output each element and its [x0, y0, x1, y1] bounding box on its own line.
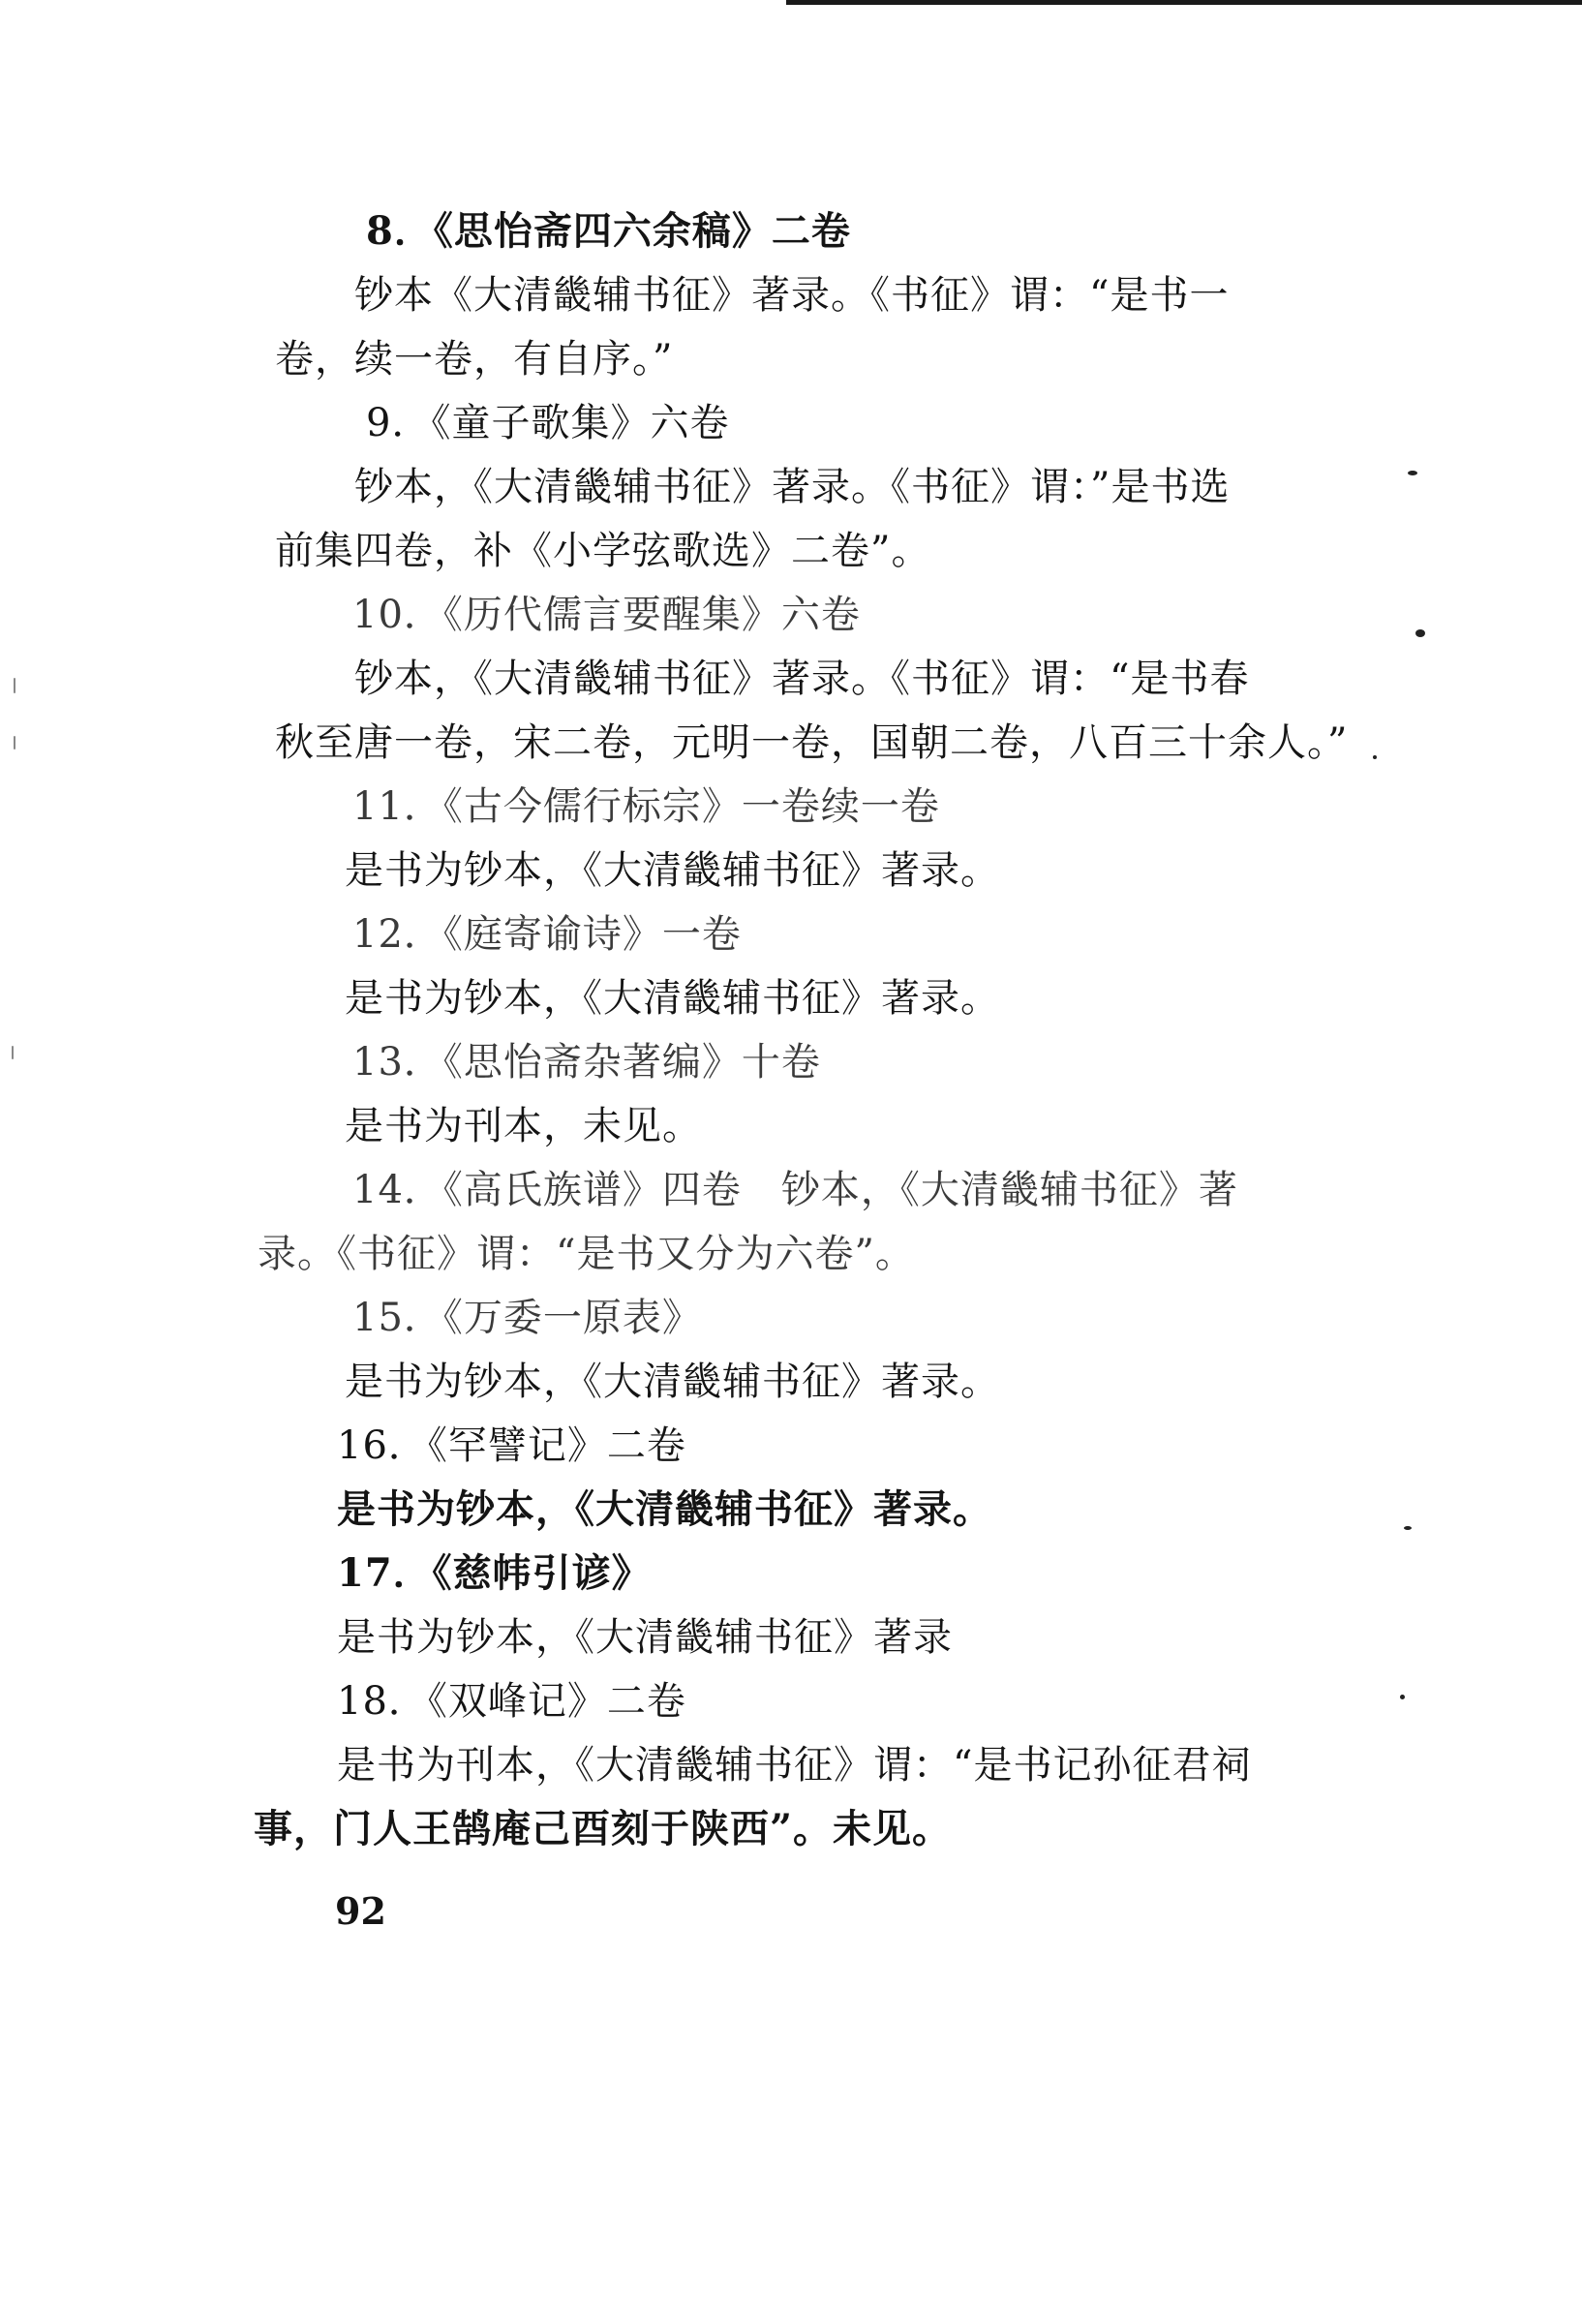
entry-body-line: 是书为钞本，《大清畿辅书征》著录。 [345, 976, 1000, 1021]
entry-body-line: 秋至唐一卷，宋二卷，元明一卷，国朝二卷，八百三十余人。” [275, 720, 1349, 765]
entry-body-line: 录。《书征》谓：“是书又分为六卷”。 [258, 1232, 915, 1276]
entry-heading: 15．《万委一原表》 [352, 1296, 702, 1340]
entry-heading: 13．《思怡斋杂著编》十卷 [352, 1040, 821, 1085]
entry-heading: 17．《慈帏引谚》 [337, 1550, 652, 1596]
scan-speck [1408, 471, 1417, 475]
entry-body-line: 卷，续一卷，有自序。” [275, 337, 674, 382]
page-number: 92 [335, 1889, 386, 1933]
scan-speck [1373, 755, 1377, 759]
entry-body-line: 钞本，《大清畿辅书征》著录。《书征》谓：”是书选 [354, 465, 1231, 509]
entry-heading: 16．《罕譬记》二卷 [337, 1423, 686, 1468]
entry-body-line: 是书为钞本，《大清畿辅书征》著录。 [345, 848, 1000, 893]
entry-heading: 14．《高氏族谱》四卷 钞本，《大清畿辅书征》著 [352, 1168, 1238, 1212]
entry-heading: 10．《历代儒言要醒集》六卷 [352, 593, 861, 637]
entry-heading: 18．《双峰记》二卷 [337, 1679, 686, 1724]
entry-body-line: 是书为刊本，未见。 [345, 1104, 702, 1148]
entry-body-line: 事，门人王鹄庵己酉刻于陕西”。未见。 [254, 1806, 953, 1851]
scan-speck [1404, 1526, 1412, 1530]
entry-body-line: 是书为钞本，《大清畿辅书征》著录。 [337, 1486, 992, 1532]
scan-speck [14, 678, 15, 693]
entry-body-line: 前集四卷，补《小学弦歌选》二卷”。 [275, 529, 931, 573]
scan-speck [1400, 1695, 1405, 1699]
entry-body-line: 钞本，《大清畿辅书征》著录。《书征》谓：“是书春 [354, 657, 1250, 701]
entry-heading: 12．《庭寄谕诗》一卷 [352, 912, 742, 957]
entry-heading: 9．《童子歌集》六卷 [366, 401, 730, 445]
entry-body-line: 是书为钞本，《大清畿辅书征》著录。 [345, 1360, 1000, 1404]
entry-body-line: 是书为刊本，《大清畿辅书征》谓：“是书记孙征君祠 [337, 1743, 1252, 1788]
entry-heading: 11．《古今儒行标宗》一卷续一卷 [352, 784, 940, 829]
scan-speck [14, 736, 15, 749]
entry-heading: 8．《思怡斋四六余稿》二卷 [366, 208, 851, 254]
entry-body-line: 钞本《大清畿辅书征》著录。《书征》谓：“是书一 [354, 273, 1230, 318]
entry-body-line: 是书为钞本，《大清畿辅书征》著录 [337, 1615, 953, 1660]
scan-speck [1415, 629, 1425, 637]
scan-speck [12, 1046, 14, 1059]
